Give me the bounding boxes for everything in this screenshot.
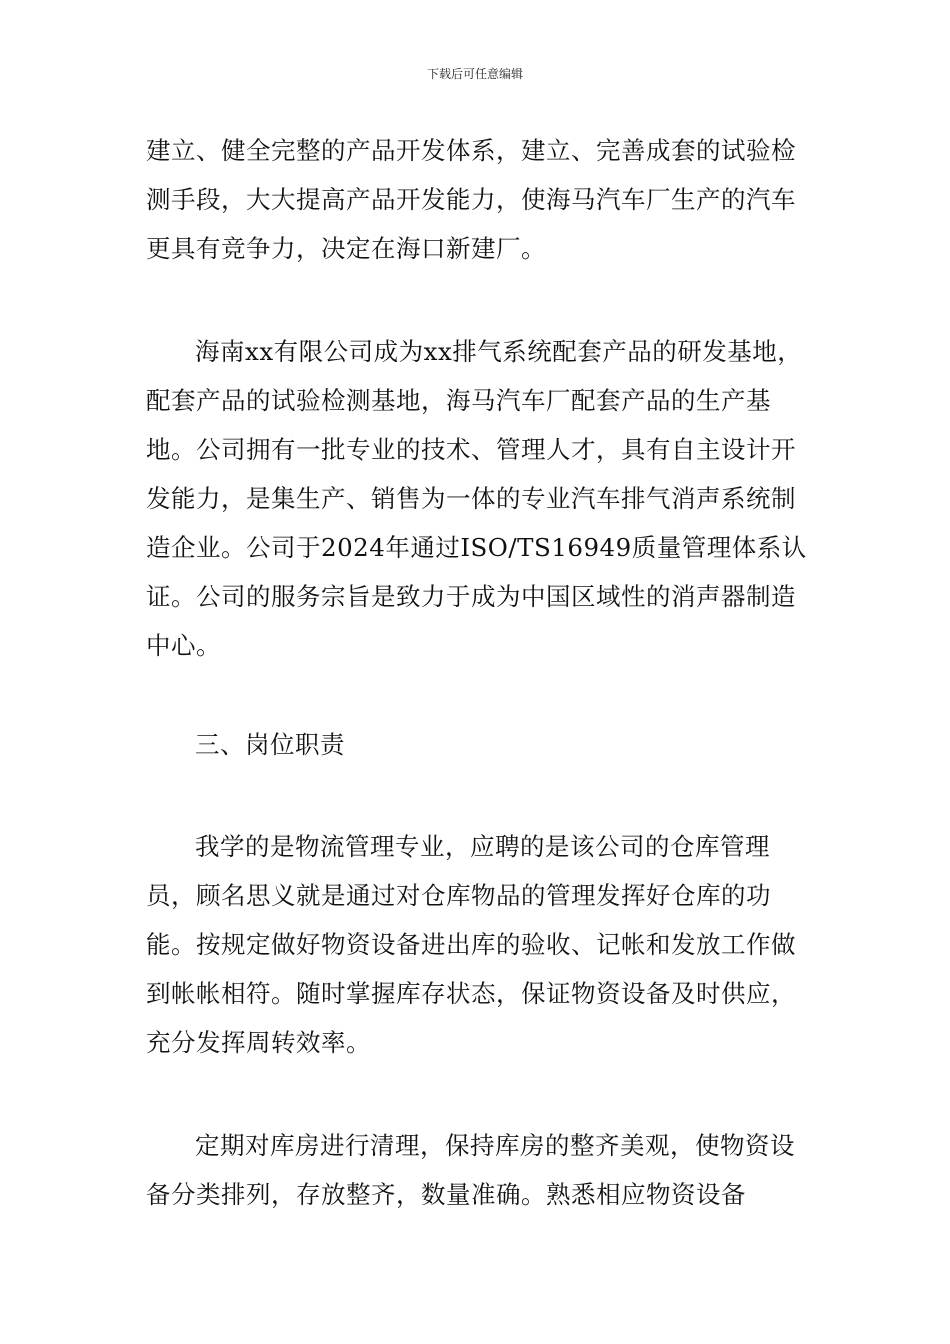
paragraph-2: 海南xx有限公司成为xx排气系统配套产品的研发基地，配套产品的试验检测基地，海马汽车厂配套产品的生产基地。公司拥有一批专业的技术、管理人才，具有自主设计开发能力，是集生产、销售为一体的专业汽车排气消声系统制造企业。公司于2024年通过ISO/TS16949质量管理体系认证。公司的服务宗旨是致力于成为中国区域性的消声器制造中心。 [146,337,807,660]
paragraph-1: 建立、健全完整的产品开发体系，建立、完善成套的试验检测手段，大大提高产品开发能力，使海马汽车厂生产的汽车更具有竞争力，决定在海口新建厂。 [146,136,796,263]
section-heading: 三、岗位职责 [195,730,345,759]
paragraph-3: 我学的是物流管理专业，应聘的是该公司的仓库管理员，顾名思义就是通过对仓库物品的管理发挥好仓库的功能。按规定做好物资设备进出库的验收、记帐和发放工作做到帐帐相符。随时掌握库存状态，保证物资设备及时供应，充分发挥周转效率。 [146,832,796,1057]
page-header-note: 下载后可任意编辑 [426,67,523,81]
paragraph-4: 定期对库房进行清理，保持库房的整齐美观，使物资设备分类排列，存放整齐，数量准确。熟悉相应物资设备 [146,1131,795,1209]
